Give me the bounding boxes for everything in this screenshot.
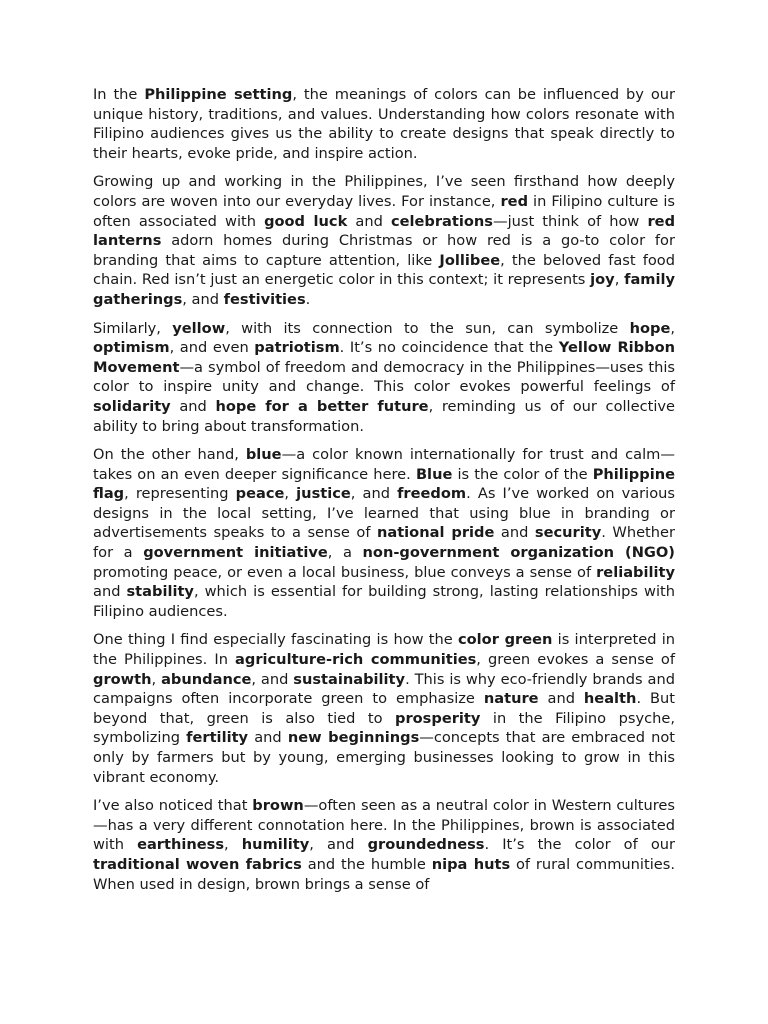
body-text: , which is essential for building strong, lasting relationships with Filipino audiences. — [93, 583, 675, 620]
body-text: , the beloved fast food chain. Red isn’t just an energetic color in this context; it represents — [93, 251, 676, 289]
bold-text: fertility — [186, 729, 249, 747]
bold-text: solidarity — [93, 397, 171, 415]
body-text: One thing I find especially fascinating is how the — [93, 631, 458, 649]
body-text: , green evokes a sense of — [476, 651, 675, 669]
body-text: , and — [251, 670, 294, 688]
bold-text: government initiative — [143, 544, 328, 562]
bold-text: color green — [458, 631, 553, 649]
body-text: , a — [327, 544, 363, 562]
bold-text: celebrations — [390, 212, 493, 230]
bold-text: freedom — [397, 485, 467, 503]
body-text: —often seen as a neutral color in Western cultures—has a very different connotation here. In the Philippines, brown is associated with — [93, 797, 675, 854]
body-text: , and — [182, 290, 224, 308]
bold-text: earthiness — [137, 836, 225, 854]
body-text: of rural communities. When used in design, brown brings a sense of — [93, 855, 675, 893]
bold-text: Philippine setting — [144, 86, 293, 103]
body-text: Growing up and working in the Philippines, I’ve seen firsthand how deeply colors are woven into our everyday lives. For instance, — [93, 173, 675, 210]
body-text: is interpreted in the Philippines. In — [93, 631, 675, 669]
body-text: , — [151, 670, 162, 688]
body-text: . — [305, 290, 311, 308]
body-text: , and — [309, 836, 368, 854]
bold-text: family gatherings — [93, 271, 676, 308]
bold-text: blue — [245, 446, 282, 464]
body-text: , — [614, 271, 625, 289]
bold-text: joy — [590, 271, 615, 289]
body-text: . But beyond that, green is also tied to — [93, 690, 676, 727]
bold-text: humility — [241, 836, 310, 854]
body-text: , — [224, 836, 242, 854]
paragraph — [93, 445, 675, 621]
bold-text: Philippine flag — [93, 465, 675, 503]
body-text: and — [93, 583, 127, 601]
bold-text: non-government organization (NGO) — [362, 544, 675, 562]
bold-text: new beginnings — [287, 729, 420, 747]
body-text: and — [248, 729, 288, 747]
bold-text: hope for a better future — [215, 397, 429, 415]
body-text: and the humble — [301, 855, 432, 873]
body-text: , and — [350, 485, 398, 503]
paragraph — [93, 172, 675, 309]
bold-text: good luck — [264, 212, 348, 230]
body-text: —a color known internationally for trust and calm—takes on an even deeper significance here. — [93, 446, 675, 483]
body-text: . It’s the color of our — [484, 836, 676, 854]
bold-text: traditional woven fabrics — [93, 855, 302, 873]
bold-text: brown — [252, 797, 304, 815]
bold-text: justice — [296, 485, 351, 503]
body-text: . Whether for a — [93, 524, 675, 562]
paragraph — [93, 319, 675, 437]
body-text: I’ve also noticed that — [93, 797, 253, 815]
bold-text: festivities — [223, 290, 306, 308]
body-text: , the meanings of colors can be influenced by our unique history, traditions, and values. Understanding how colors resonate with Filipino audiences gives us the ability to create designs that speak directly to their hearts, evoke pride, and inspire action. — [93, 86, 676, 162]
body-text: , reminding us of our collective ability to bring about transformation. — [93, 397, 675, 435]
body-text: in the Filipino psyche, symbolizing — [93, 709, 675, 747]
paragraph — [93, 630, 675, 787]
bold-text: abundance — [161, 670, 252, 688]
body-text: is the color of the — [452, 465, 593, 483]
paragraph — [93, 796, 675, 894]
bold-text: optimism — [93, 339, 170, 357]
bold-text: nipa huts — [431, 855, 511, 873]
bold-text: prosperity — [395, 709, 481, 727]
bold-text: sustainability — [293, 670, 406, 688]
bold-text: growth — [93, 670, 152, 688]
body-text: and — [347, 212, 391, 230]
body-text: —concepts that are embraced not only by farmers but by young, emerging businesses looking to grow in this vibrant economy. — [93, 729, 676, 786]
bold-text: stability — [126, 583, 194, 601]
document-body — [93, 85, 675, 894]
body-text: and — [494, 524, 535, 542]
body-text: Similarly, — [93, 319, 173, 337]
body-text: . It’s no coincidence that the — [339, 339, 559, 357]
document-page — [93, 85, 675, 903]
body-text: promoting peace, or even a local business, blue conveys a sense of — [93, 563, 597, 581]
bold-text: Blue — [415, 465, 453, 483]
body-text: —a symbol of freedom and democracy in the Philippines—uses this color to inspire unity and change. This color evokes powerful feelings of — [93, 358, 675, 396]
bold-text: patriotism — [254, 339, 340, 357]
body-text: , with its connection to the sun, can symbolize — [225, 319, 630, 337]
body-text: , and even — [169, 339, 255, 357]
bold-text: hope — [629, 319, 671, 337]
body-text: . This is why eco-friendly brands and campaigns often incorporate green to emphasize — [93, 670, 675, 708]
body-text: , representing — [124, 485, 236, 503]
body-text: and — [170, 397, 216, 415]
body-text: On the other hand, — [93, 446, 246, 464]
bold-text: national pride — [376, 524, 495, 542]
bold-text: Jollibee — [439, 251, 501, 269]
bold-text: Yellow Ribbon Movement — [93, 339, 675, 376]
body-text: in Filipino culture is often associated with — [93, 192, 675, 230]
bold-text: nature — [483, 690, 539, 708]
body-text: and — [538, 690, 584, 708]
body-text: , — [284, 485, 297, 503]
bold-text: yellow — [172, 319, 226, 337]
body-text: adorn homes during Christmas or how red is a go-to color for branding that aims to capture attention, like — [93, 232, 675, 269]
bold-text: security — [534, 524, 602, 542]
body-text: In the — [93, 86, 145, 103]
bold-text: red lanterns — [93, 212, 676, 250]
bold-text: groundedness — [367, 836, 485, 854]
body-text: —just think of how — [492, 212, 648, 230]
bold-text: peace — [235, 485, 285, 503]
body-text: . As I’ve worked on various designs in the local setting, I’ve learned that using blue in branding or advertisements speaks to a sense of — [93, 485, 676, 542]
body-text: , — [670, 319, 676, 337]
bold-text: agriculture-rich communities — [235, 651, 477, 669]
bold-text: reliability — [596, 563, 675, 581]
bold-text: red — [500, 192, 529, 210]
paragraph — [93, 85, 675, 163]
bold-text: health — [583, 690, 637, 708]
